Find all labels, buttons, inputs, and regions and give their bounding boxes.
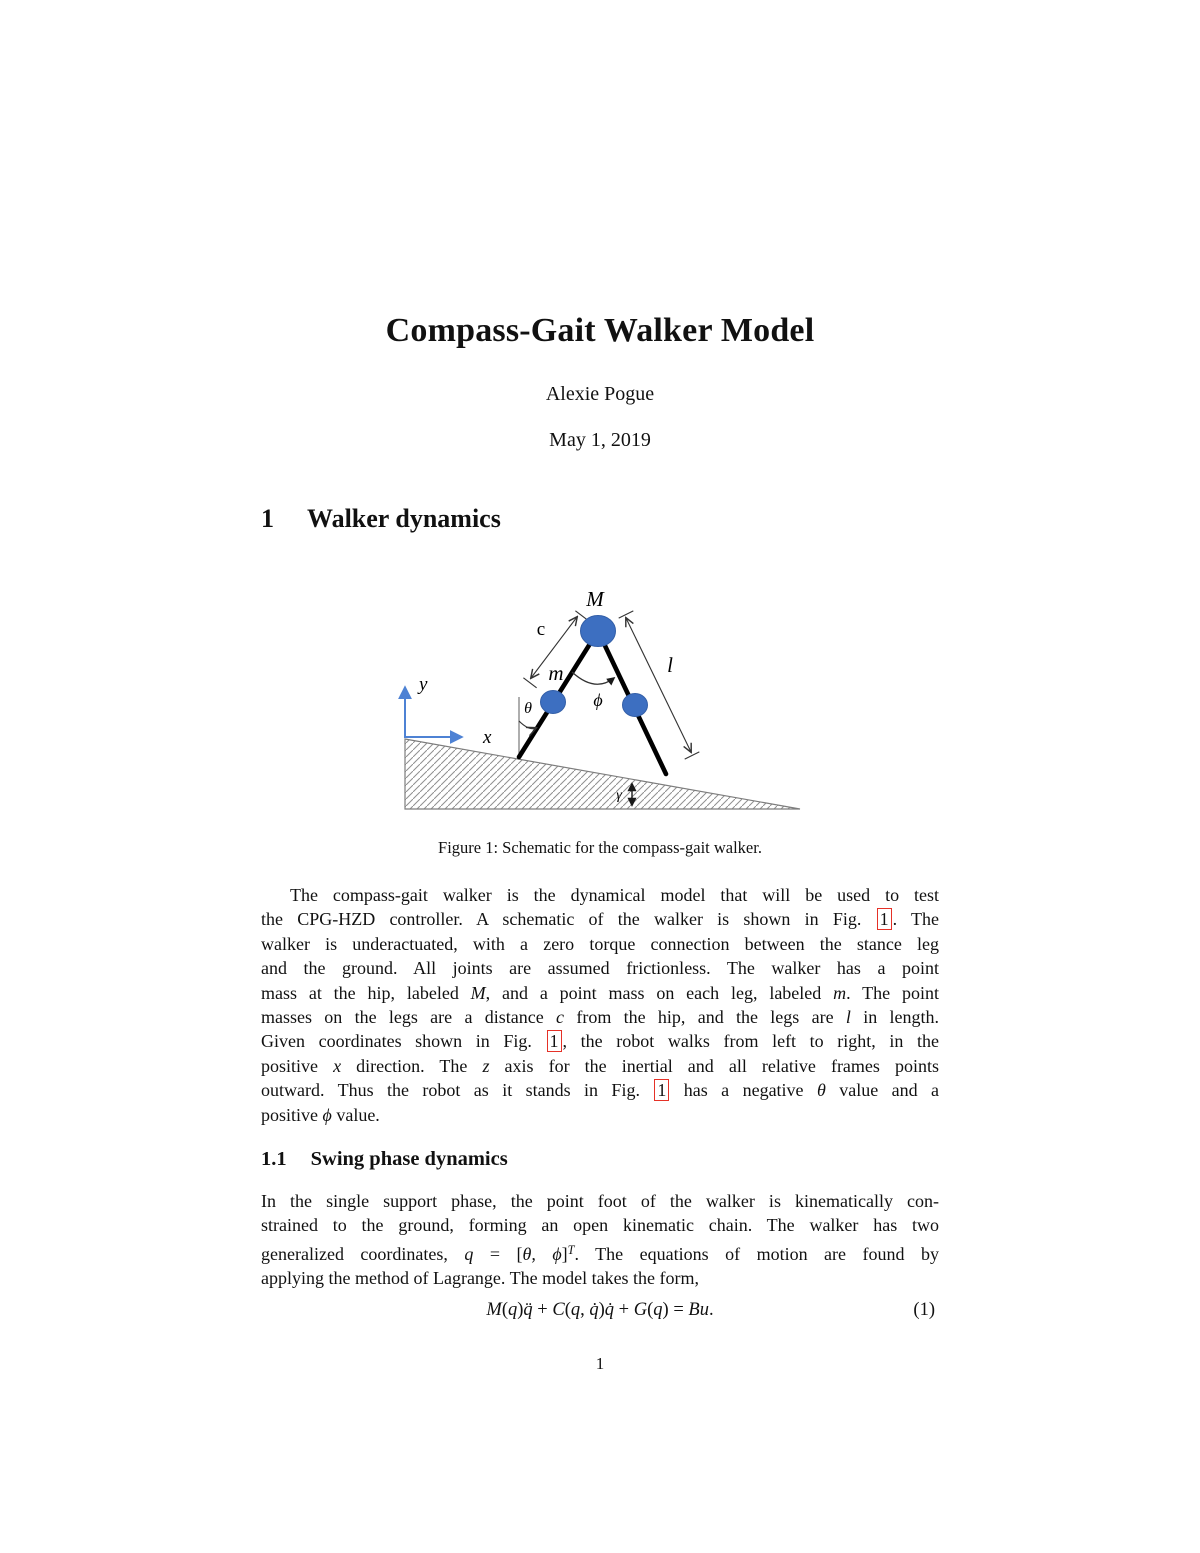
l-dimension-line (626, 618, 691, 752)
paragraph-swing-phase (261, 1189, 939, 1291)
y-axis-label: y (419, 674, 428, 695)
text-segment: = [ (473, 1243, 523, 1264)
text-segment: . (708, 1300, 714, 1320)
text-segment: T (567, 1242, 575, 1257)
text-segment: Given coordinates shown in Fig. (261, 1031, 546, 1052)
phi-angle-arc (572, 672, 614, 684)
text-segment: ϕ (322, 1104, 332, 1125)
text-segment: q̇ (589, 1300, 599, 1320)
figure-1-schematic (385, 575, 815, 825)
author: Alexie Pogue (545, 383, 655, 405)
text-segment: q (508, 1300, 518, 1320)
gamma-angle-label: γ (616, 788, 622, 803)
text-segment: axis for the inertial and all relative frames points (489, 1055, 939, 1076)
theta-angle-arc (519, 721, 536, 729)
equation-body (486, 1300, 713, 1320)
text-segment: has a negative (670, 1080, 817, 1101)
text-segment: x (333, 1055, 342, 1076)
paragraph-walker-description (261, 883, 939, 1127)
text-segment: = (668, 1300, 689, 1320)
text-segment: outward. Thus the robot as it stands in Fig. (261, 1080, 654, 1101)
text-segment: G (633, 1300, 648, 1320)
text-segment: q (653, 1300, 663, 1320)
subsection-number: 1.1 (261, 1148, 287, 1170)
hip-mass-label: M (586, 587, 604, 611)
text-segment: from the hip, and the legs are (564, 1007, 846, 1028)
page-title: Compass-Gait Walker Model (385, 312, 815, 349)
text-segment: value. (331, 1104, 380, 1125)
figure-ref-link[interactable]: 1 (654, 1079, 669, 1101)
text-segment: ( (501, 1300, 508, 1320)
swing-leg-mass-circle (623, 694, 648, 717)
stance-leg-mass-circle (541, 691, 566, 714)
text-line (261, 1266, 939, 1290)
subsection-heading (261, 1148, 939, 1171)
text-segment: C (552, 1300, 565, 1320)
text-segment: + (614, 1300, 634, 1320)
text-segment: ( (564, 1300, 571, 1320)
text-segment: mass at the hip, labeled (261, 982, 471, 1003)
text-line (261, 1238, 939, 1267)
text-segment: M (470, 982, 486, 1003)
leg-mass-label: m (548, 661, 564, 685)
text-segment: direction. The (341, 1055, 483, 1076)
text-segment: the CPG-HZD controller. A schematic of the walker is shown in Fig. (261, 909, 876, 930)
subsection-title: Swing phase dynamics (310, 1148, 508, 1170)
section-heading (261, 504, 939, 534)
text-segment: walker is underactuated, with a zero torque connection between the stance leg (261, 933, 939, 954)
x-axis-label: x (483, 727, 492, 748)
text-segment: θ, ϕ (522, 1243, 562, 1264)
text-segment: q (464, 1243, 474, 1264)
text-segment: Bu (688, 1300, 709, 1320)
figure-caption: Figure 1: Schematic for the compass-gait walker. (438, 838, 762, 857)
text-segment: , and a point mass on each leg, labeled (485, 982, 834, 1003)
text-line (261, 1103, 939, 1127)
theta-angle-label: θ (524, 700, 532, 717)
text-segment: value and a (825, 1080, 940, 1101)
text-segment: and the ground. All joints are assumed frictionless. The walker has a point (261, 958, 939, 979)
text-line (261, 1189, 939, 1213)
phi-angle-label: ϕ (593, 690, 603, 710)
text-segment: masses on the legs are a distance (261, 1007, 557, 1028)
text-segment: q (570, 1300, 581, 1320)
l-dimension-tick-top (619, 611, 634, 618)
text-segment: ) (517, 1300, 524, 1320)
text-line (261, 956, 939, 980)
leg-length-label: l (667, 653, 673, 677)
l-dimension-tick-bottom (685, 752, 700, 759)
text-line (261, 981, 939, 1005)
text-line (261, 883, 939, 907)
c-dimension-tick-bottom (523, 678, 536, 688)
text-segment: . The (892, 909, 939, 930)
text-segment: c (556, 1007, 565, 1028)
text-segment: applying the method of Lagrange. The model takes the form, (261, 1268, 700, 1289)
text-segment: The compass-gait walker is the dynamical model that will be used to test (290, 885, 939, 905)
text-line (261, 907, 939, 931)
text-segment: In the single support phase, the point foot of the walker is kinematically con- (261, 1191, 939, 1211)
text-segment: q̈ (523, 1300, 533, 1320)
ground-slope (405, 739, 800, 809)
text-segment: , the robot walks from left to right, in the (562, 1031, 939, 1052)
text-segment: . The equations of motion are found by (574, 1243, 939, 1264)
text-segment: positive (261, 1104, 323, 1125)
text-segment: ( (647, 1300, 654, 1320)
text-segment: l (845, 1007, 851, 1028)
text-segment: ) (662, 1300, 669, 1320)
text-line (261, 1213, 939, 1237)
text-line (261, 1078, 939, 1102)
text-line (261, 932, 939, 956)
text-segment: m (833, 982, 847, 1003)
text-segment: + (532, 1300, 553, 1320)
text-segment: strained to the ground, forming an open kinematic chain. The walker has two (261, 1215, 939, 1236)
equation-number: (1) (913, 1300, 935, 1320)
figure-ref-link[interactable]: 1 (547, 1030, 562, 1052)
section-title: Walker dynamics (307, 504, 501, 533)
text-segment: . The point (846, 982, 939, 1003)
text-segment: positive (261, 1055, 334, 1076)
hip-mass-circle (581, 616, 616, 647)
figure-ref-link[interactable]: 1 (877, 908, 892, 930)
page-number: 1 (595, 1354, 605, 1373)
text-line (261, 1054, 939, 1078)
text-segment: ) (598, 1300, 605, 1320)
date: May 1, 2019 (549, 429, 651, 451)
text-segment: generalized coordinates, (261, 1243, 465, 1264)
text-segment: z (482, 1055, 490, 1076)
text-segment: M (486, 1300, 502, 1320)
equation-1 (261, 1300, 939, 1321)
text-segment: , (580, 1300, 590, 1320)
text-segment: ] (561, 1243, 568, 1264)
section-number: 1 (261, 504, 274, 533)
text-segment: q̇ (604, 1300, 615, 1320)
text-line (261, 1005, 939, 1029)
text-segment: θ (816, 1080, 826, 1101)
text-segment: in length. (850, 1007, 939, 1028)
com-distance-label: c (536, 619, 546, 640)
text-line (261, 1029, 939, 1053)
